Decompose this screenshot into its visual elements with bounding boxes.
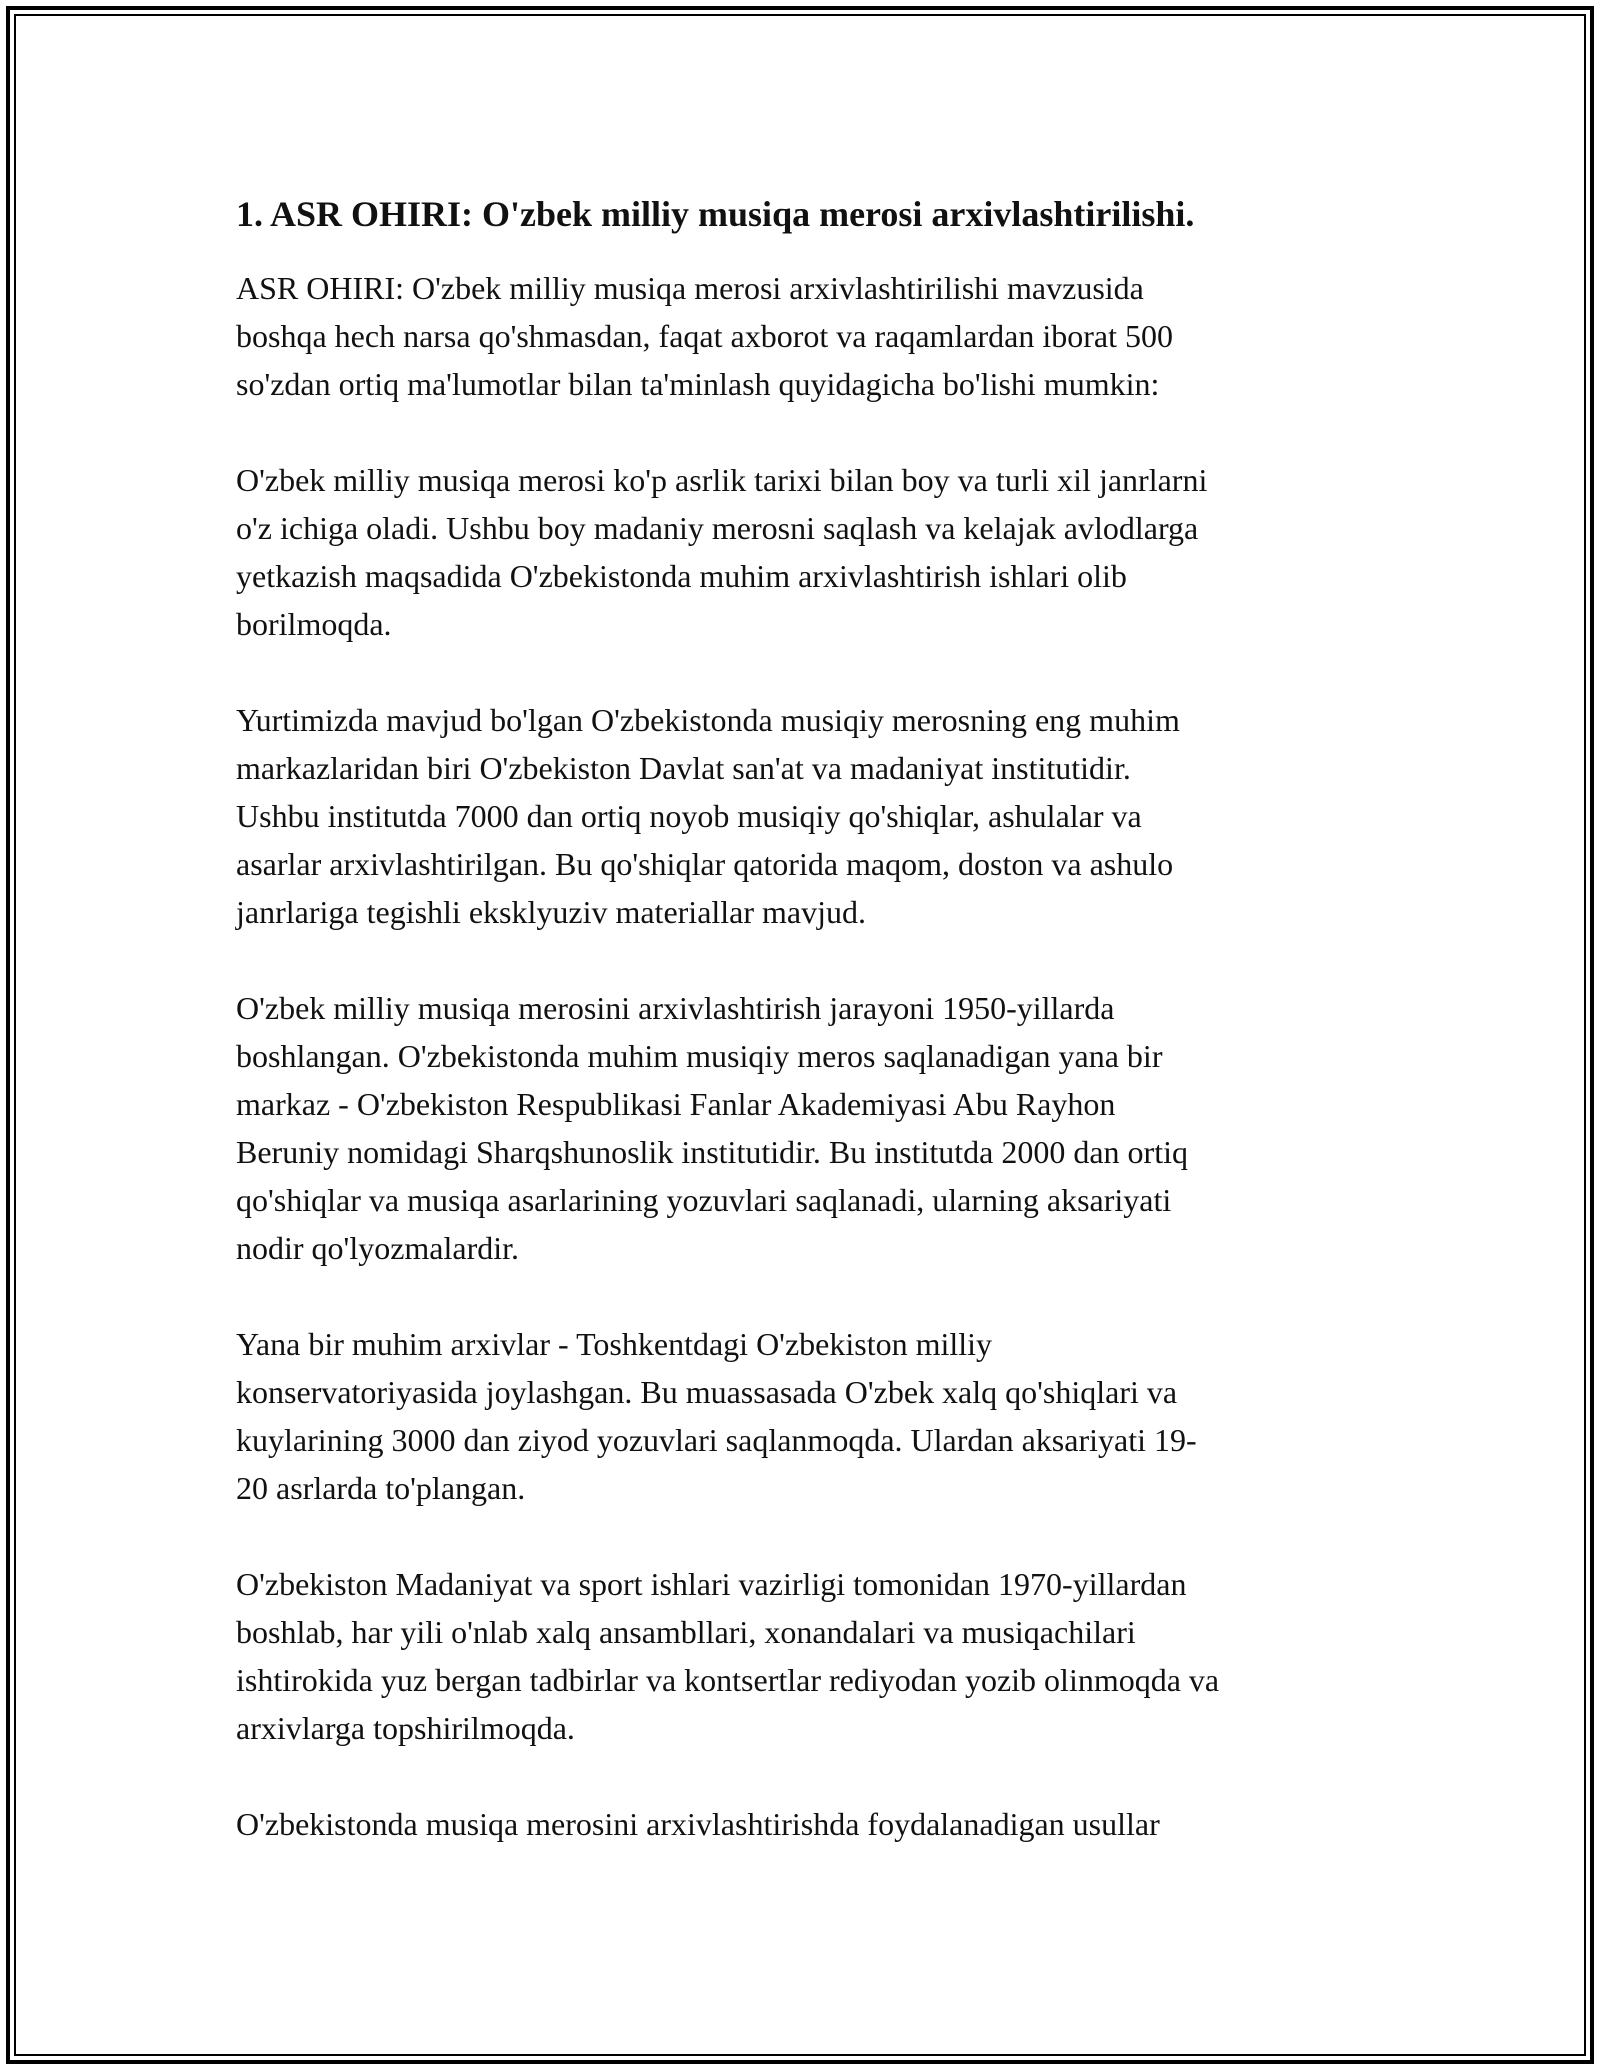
text-line: O'zbek milliy musiqa merosini arxivlashtirish jarayoni 1950-yillarda	[236, 990, 1115, 1026]
text-line: boshqa hech narsa qo'shmasdan, faqat axborot va raqamlardan iborat 500	[236, 318, 1173, 354]
paragraph-ministry	[236, 1560, 1376, 1752]
text-line: O'zbekiston Madaniyat va sport ishlari vazirligi tomonidan 1970-yillardan	[236, 1566, 1187, 1602]
text-line: Beruniy nomidagi Sharqshunoslik institutidir. Bu institutda 2000 dan ortiq	[236, 1134, 1188, 1170]
paragraph-heritage	[236, 456, 1376, 648]
text-line: asarlar arxivlashtirilgan. Bu qo'shiqlar qatorida maqom, doston va ashulo	[236, 846, 1174, 882]
text-line: O'zbekistonda musiqa merosini arxivlashtirishda foydalanadigan usullar	[236, 1806, 1160, 1842]
text-line: konservatoriyasida joylashgan. Bu muassasada O'zbek xalq qo'shiqlari va	[236, 1374, 1178, 1410]
text-line: boshlangan. O'zbekistonda muhim musiqiy meros saqlanadigan yana bir	[236, 1038, 1163, 1074]
text-line: O'zbek milliy musiqa merosi ko'p asrlik tarixi bilan boy va turli xil janrlarni	[236, 462, 1208, 498]
text-line: nodir qo'lyozmalardir.	[236, 1230, 520, 1266]
text-line: Ushbu institutda 7000 dan ortiq noyob musiqiy qo'shiqlar, ashulalar va	[236, 798, 1142, 834]
text-line: o'z ichiga oladi. Ushbu boy madaniy merosni saqlash va kelajak avlodlarga	[236, 510, 1199, 546]
document-body	[236, 190, 1376, 1896]
text-line: yetkazish maqsadida O'zbekistonda muhim arxivlashtirish ishlari olib	[236, 558, 1127, 594]
text-line: Yurtimizda mavjud bo'lgan O'zbekistonda musiqiy merosning eng muhim	[236, 702, 1180, 738]
text-line: kuylarining 3000 dan ziyod yozuvlari saqlanmoqda. Ulardan aksariyati 19-	[236, 1422, 1197, 1458]
text-line: arxivlarga topshirilmoqda.	[236, 1710, 575, 1746]
text-line: borilmoqda.	[236, 606, 392, 642]
paragraph-institute	[236, 696, 1376, 936]
paragraph-academy	[236, 984, 1376, 1272]
text-line: ishtirokida yuz bergan tadbirlar va kontsertlar rediyodan yozib olinmoqda va	[236, 1662, 1220, 1698]
paragraph-conservatory	[236, 1320, 1376, 1512]
text-line: boshlab, har yili o'nlab xalq ansambllari, xonandalari va musiqachilari	[236, 1614, 1136, 1650]
text-line: 20 asrlarda to'plangan.	[236, 1470, 526, 1506]
text-line: markaz - O'zbekiston Respublikasi Fanlar Akademiyasi Abu Rayhon	[236, 1086, 1116, 1122]
paragraph-methods	[236, 1800, 1376, 1848]
text-line: Yana bir muhim arxivlar - Toshkentdagi O'zbekiston milliy	[236, 1326, 993, 1362]
text-line: markazlaridan biri O'zbekiston Davlat san'at va madaniyat institutidir.	[236, 750, 1131, 786]
document-heading: 1. ASR OHIRI: O'zbek milliy musiqa merosi arxivlashtirilishi.	[236, 194, 1195, 234]
text-line: ASR OHIRI: O'zbek milliy musiqa merosi arxivlashtirilishi mavzusida	[236, 270, 1144, 306]
text-line: qo'shiqlar va musiqa asarlarining yozuvlari saqlanadi, ularning aksariyati	[236, 1182, 1172, 1218]
text-line: so'zdan ortiq ma'lumotlar bilan ta'minlash quyidagicha bo'lishi mumkin:	[236, 366, 1160, 402]
paragraph-intro	[236, 264, 1376, 408]
text-line: janrlariga tegishli eksklyuziv materiallar mavjud.	[236, 894, 867, 930]
